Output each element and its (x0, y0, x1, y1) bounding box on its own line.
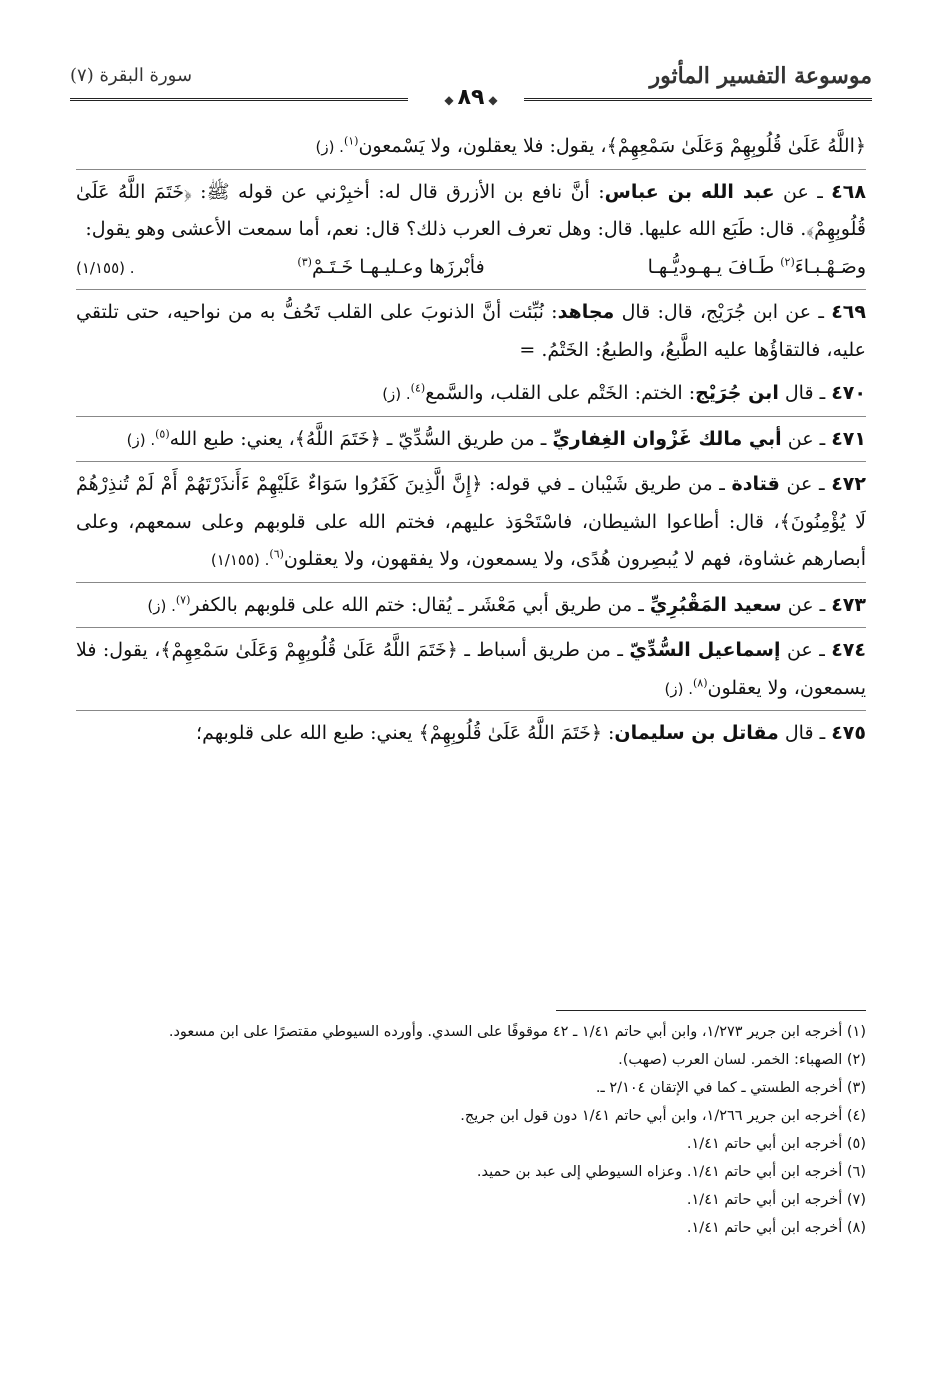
intro-text: ﴿اللَّهُ عَلَىٰ قُلُوبِهِمْ وَعَلَىٰ سَمْعِهِمْ﴾، يقول: فلا يعقلون، ولا يَسْمعون (358, 135, 866, 157)
page-header (70, 55, 872, 115)
entry-number: ٤٧٢ (831, 473, 866, 495)
poem-verse (76, 249, 866, 288)
entry-lead: ـ عن (779, 473, 832, 495)
poem-word: وصَـهْـبـاءَ (794, 255, 866, 278)
poem-hemistich-1 (648, 249, 866, 287)
footnote-rule (556, 1010, 866, 1011)
footnote-1: (١) أخرجه ابن جرير ١/٢٧٣، وابن أبي حاتم ١/٤١ ـ ٤٢ موقوفًا على السدي. وأورده السيوطي مقتصرًا على ابن مسعود. (168, 1024, 866, 1040)
footnote-2: (٢) الصهباء: الخمر. لسان العرب (صهب). (618, 1052, 866, 1068)
entry-473 (76, 587, 866, 626)
footnote-5: (٥) أخرجه ابن أبي حاتم ١/٤١. (686, 1136, 866, 1152)
header-rule-left (70, 98, 408, 101)
entry-470 (76, 375, 866, 414)
entry-472 (76, 466, 866, 580)
entry-tail: . (ز) (126, 430, 156, 449)
footnote-ref: (٦) (269, 547, 284, 561)
entry-469 (76, 294, 866, 369)
entry-text: : أنَّ نافع بن الأزرق قال له: أخبِرْني عن قوله ﷺ: ﴿خَتَمَ اللَّهُ عَلَىٰ قُلُوبِهِمْ﴾. قال: طَبَع الله عليها. قال: وهل تعرف العرب ذلك؟ قال: نعم، أما سمعت الأعشى وهو يقول: (76, 180, 866, 240)
entry-lead: ـ قال (778, 382, 832, 404)
footnote-ref: (٣) (297, 255, 312, 269)
footnote-8: (٨) أخرجه ابن أبي حاتم ١/٤١. (686, 1220, 866, 1236)
entry-number: ٤٧٥ (831, 722, 866, 744)
entry-lead: ـ قال (778, 722, 832, 744)
entry-lead: ـ عن (781, 593, 832, 616)
entry-lead: ـ عن (780, 639, 832, 661)
narrator-name: عبد الله بن عباس (604, 180, 775, 203)
surah-label: سورة البقرة (٧) (70, 65, 193, 86)
narrator-name: مجاهد (557, 301, 615, 323)
footnote-ref: (٥) (155, 427, 170, 441)
entry-separator (76, 416, 866, 417)
page-number-block (440, 85, 501, 110)
entry-separator (76, 710, 866, 711)
entry-468 (76, 174, 866, 249)
entry-separator (76, 289, 866, 290)
entry-tail: . (ز) (664, 679, 693, 698)
intro-paragraph (76, 128, 866, 167)
entry-separator (76, 169, 866, 170)
entry-text: ـ من طريق السُّدِّيّ ـ ﴿خَتَمَ اللَّهُ﴾، يعني: طبع الله (169, 427, 553, 450)
entry-text: ـ من طريق شَيْبان ـ في قوله: ﴿إِنَّ الَّذِينَ كَفَرُوا سَوَاءٌ عَلَيْهِمْ ءَأَنذَرْتَهُمْ أَمْ لَمْ تُنذِرْهُمْ لَا يُؤْمِنُونَ﴾، قال: أطاعوا الشيطان، فاسْتَحْوَذ عليهم، فختم الله على قلوبهم وعلى سمعهم، وعلى أبصارهم غشاوة، فهم لا يُبصِرون هُدًى، ولا يسمعون، ولا يفقهون، ولا يعقلون (76, 473, 866, 570)
narrator-name: سعيد المَقْبُرِيِّ (649, 593, 782, 616)
main-text (76, 128, 866, 753)
poem-source: . (١/١٥٥) (76, 258, 135, 277)
entry-number: ٤٧١ (831, 427, 866, 450)
entry-lead: ـ عن (774, 180, 832, 203)
ornament-icon: ◆ (488, 93, 498, 107)
footnote-ref: (١) (343, 134, 359, 148)
entry-text: : الختم: الخَتْم على القلب، والسَّمع (425, 382, 696, 404)
footnote-7: (٧) أخرجه ابن أبي حاتم ١/٤١. (686, 1192, 866, 1208)
book-title: موسوعة التفسير المأثور (649, 63, 872, 89)
narrator-name: قتادة (731, 473, 780, 495)
entry-separator (76, 582, 866, 583)
footnote-6: (٦) أخرجه ابن أبي حاتم ١/٤١. وعزاه السيوطي إلى عبد بن حميد. (476, 1164, 866, 1180)
entry-number: ٤٧٣ (831, 593, 866, 616)
footnote-4: (٤) أخرجه ابن جرير ١/٢٦٦، وابن أبي حاتم ١/٤١ دون قول ابن جريج. (460, 1108, 866, 1124)
poem-words: طَـافَ يـهـوديُّـهـا (647, 255, 781, 278)
entry-separator (76, 461, 866, 462)
entry-text: ـ من طريق أبي مَعْشَر ـ يُقال: ختم الله على قلوبهم بالكفر (190, 593, 650, 616)
footnote-ref: (٤) (410, 381, 426, 395)
entry-474 (76, 632, 866, 708)
footnote-ref: (٢) (780, 255, 795, 269)
entry-number: ٤٦٩ (831, 301, 866, 323)
narrator-name: إسماعيل السُّدِّيّ (629, 639, 781, 661)
narrator-name: ابن جُرَيْج (695, 382, 779, 404)
narrator-name: مقاتل بن سليمان (614, 722, 779, 744)
entry-475 (76, 715, 866, 753)
entry-number: ٤٧٤ (831, 639, 866, 661)
header-rule-right (524, 98, 872, 101)
entry-lead: ـ عن ابن جُرَيْج، قال: قال (614, 301, 832, 323)
footnote-ref: (٧) (175, 593, 191, 607)
footnote-ref: (٨) (692, 676, 708, 690)
entry-tail: . (ز) (147, 596, 176, 615)
page-number: ٨٩ (457, 85, 485, 110)
footnotes (76, 1018, 866, 1242)
entry-lead: ـ عن (781, 427, 832, 450)
entry-separator (76, 627, 866, 628)
entry-471 (76, 421, 866, 460)
intro-tail: . (ز) (315, 138, 344, 156)
entry-number: ٤٧٠ (831, 382, 866, 404)
footnote-3: (٣) أخرجه الطستي ـ كما في الإتقان ٢/١٠٤ ـ. (595, 1080, 866, 1096)
narrator-name: أبي مالك غَزْوان الغِفاريِّ (552, 427, 782, 450)
entry-number: ٤٦٨ (831, 180, 866, 203)
entry-tail: . (١/١٥٥) (210, 551, 270, 569)
entry-text: : ﴿خَتَمَ اللَّهُ عَلَىٰ قُلُوبِهِمْ﴾ يعني: طبع الله على قلوبهم؛ (196, 722, 615, 744)
poem-words: فأبْرزَها وعـليـهـا خَـتَـمْ (311, 255, 485, 278)
entry-tail: . (ز) (382, 385, 411, 403)
entry-text: ـ من طريق أسباط ـ ﴿خَتَمَ اللَّهُ عَلَىٰ قُلُوبِهِمْ وَعَلَىٰ سَمْعِهِمْ﴾، يقول: فلا يسمعون، ولا يعقلون (76, 639, 866, 699)
poem-hemistich-2 (297, 249, 484, 287)
entry-text: : نُبِّئت أنَّ الذنوبَ على القلب تَحُفُّ به من نواحيه، حتى تلتقي عليه، فالتقاؤُها عليه الطَّبعُ، والطبعُ: الخَتْمُ. = (76, 301, 866, 361)
ornament-icon: ◆ (444, 93, 454, 107)
